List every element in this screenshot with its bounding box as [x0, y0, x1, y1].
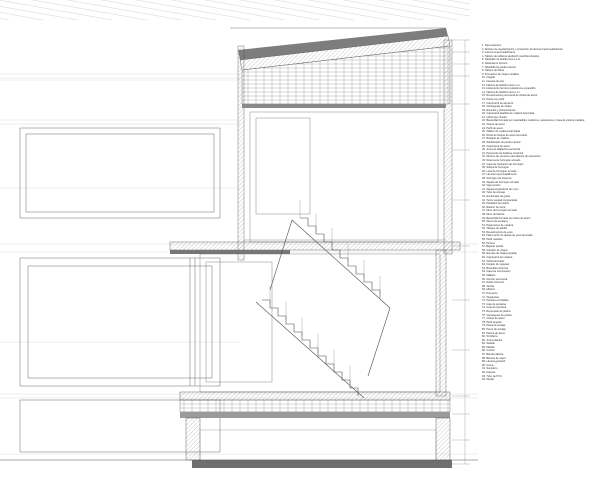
legend-item: 76. Vierteaguas de piedra: [482, 313, 512, 317]
legend-item: 36. Losa de hormigón armado: [482, 169, 517, 173]
legend-item: 64. Capa de compresión: [482, 270, 511, 274]
legend-item: 37. Lámina impermeabilizante: [482, 173, 517, 177]
legend-item: 62. Forjado de viguetas: [482, 263, 510, 267]
legend-item: 78. Perfil angular: [482, 320, 502, 324]
upper-room: [244, 112, 446, 242]
legend-item: 60. Carpintería de madera: [482, 256, 513, 260]
legend-item: 44. Tierra vegetal compactada: [482, 198, 517, 202]
legend-item: 7. Albardilla de piedra natural: [482, 65, 516, 69]
legend-item: 19. Enlucido y pintura blanca: [482, 108, 516, 112]
legend-item: 10. Forjado: [482, 76, 496, 80]
legend-item: 28. Peldañeado de piedra natural: [482, 141, 521, 145]
legend-item: 41. Zapata longitudinal de muro: [482, 187, 519, 191]
legend-item: 82. Tornillería: [482, 335, 498, 339]
attic-roof-section: [230, 28, 452, 260]
legend-item: 54. Falso techo de placas de yeso laminado: [482, 234, 533, 238]
legend-item: 49. Barandilla formada por tubos de acero: [482, 216, 531, 220]
lower-room: [200, 250, 446, 396]
legend-item: 5. Tabiquillo de ladrillo hueco L.H.: [482, 58, 521, 62]
legend-item: 18. Vierteaguas de chapa: [482, 105, 512, 109]
legend-item: 88. Barrera de vapor: [482, 356, 506, 360]
legend-item: 94. Zócalo: [482, 378, 495, 382]
legend-item: 74. Guía de persiana: [482, 306, 507, 310]
legend-item: 72. Persiana enrollable: [482, 299, 509, 303]
legend-item: 55. Perfil metálico: [482, 238, 503, 242]
legend-item: 30. Junta de dilatación perimetral: [482, 148, 521, 152]
foundation: [186, 418, 452, 468]
legend-item: 43. Encachado de grava: [482, 194, 511, 198]
legend-item: 46. Relleno de tierra: [482, 205, 506, 209]
legend-item: 9. Formación de chapa metálica: [482, 72, 519, 76]
legend-item: 67. Dintel cerámico: [482, 281, 505, 285]
legend-item: 33. Sistema de hormigón armado: [482, 159, 521, 162]
legend-item: 48. Muro de fábrica: [482, 212, 505, 216]
ground-floor-slab: [180, 392, 450, 418]
legend-item: 38. Hormigón de limpieza: [482, 176, 512, 180]
legend-item: 75. Recercado de piedra: [482, 309, 511, 313]
legend-item: 77. Chapa de acero: [482, 317, 505, 321]
roof-tiles-background: [0, 0, 470, 20]
legend-item: 90. Grava: [482, 363, 494, 367]
legend-item: 63. Bovedilla cerámica: [482, 266, 509, 270]
legend-item: 89. Lámina geotextil: [482, 360, 506, 364]
legend-item: 21. Vidrio tipo climalit: [482, 115, 507, 119]
legend-item: 14. Fábrica de ladrillo hueco L.H.: [482, 90, 521, 94]
legend-item: 11. Cámara de aire: [482, 79, 505, 83]
legend-item: 26. Dintel de bloque de acero laminado: [482, 133, 528, 137]
legend-item: 47. Muro de hormigón armado: [482, 209, 517, 213]
legend-item: 79. Placa de anclaje: [482, 324, 506, 328]
legend-item: 6. Aislamiento térmico: [482, 61, 508, 65]
legend-item: 70. Premarco: [482, 291, 498, 295]
legend-item: 8. Tablero de fibras: [482, 69, 505, 73]
legend-list: [482, 44, 598, 382]
legend-item: 69. Alféizar: [482, 288, 495, 292]
legend-item: 81. Pletina de acero: [482, 331, 506, 335]
legend-item: 24. Perfil de acero: [482, 126, 504, 130]
legend-item: 57. Bajante pluvial: [482, 245, 504, 249]
legend-item: 92. Arqueta: [482, 371, 496, 375]
legend-item: 42. Tubo de drenaje: [482, 191, 506, 195]
legend-item: 2. Mortero de regularización y protección de lámina impermeabilizante: [482, 47, 563, 51]
materials-legend: [482, 44, 598, 484]
legend-item: 40. Viga zuncho: [482, 184, 501, 188]
legend-item: 85. Masilla: [482, 345, 495, 349]
legend-item: 1. Teja cerámica: [482, 44, 501, 47]
legend-item: 84. Sellado: [482, 342, 495, 346]
legend-item: 59. Remate de chapa plegada: [482, 252, 517, 256]
legend-item: 23. Tirante de acero: [482, 123, 506, 127]
legend-item: 29. Carpintería de acero: [482, 144, 510, 148]
legend-item: 22. Barandilla formada por cuadradillos metálicos, pasamanos y basa de pletina metálica: [482, 119, 585, 123]
legend-item: 13. Aislamiento térmico poliestireno expandido: [482, 87, 536, 91]
legend-item: 12. Fábrica de ladrillo hueco L.H.: [482, 83, 521, 87]
legend-item: 35. Solera de hormigón: [482, 166, 509, 170]
stair-balustrade: [270, 200, 380, 384]
legend-item: 20. Carpintería abatible de madera barnizada: [482, 112, 535, 116]
legend-item: 58. Canalón de chapa: [482, 248, 508, 252]
legend-item: 16. Dintel con perfil: [482, 97, 505, 101]
legend-item: 68. Jamba: [482, 284, 495, 288]
legend-item: 91. Sumidero: [482, 367, 498, 371]
legend-item: 53. Revestimiento de yeso: [482, 230, 513, 234]
legend-item: 34. Capa de nivelación de hormigón: [482, 162, 524, 166]
legend-item: 87. Banda elástica: [482, 353, 504, 357]
legend-item: 4. Tablero de tableros sándwich machihembrados: [482, 54, 540, 58]
legend-item: 27. Rodapié de madera: [482, 137, 510, 141]
legend-item: 45. Peldaños de piedra: [482, 202, 509, 206]
legend-item: 51. Pasamanos de madera: [482, 223, 514, 227]
legend-item: 17. Carpintería de aluminio: [482, 101, 514, 105]
legend-item: 52. Tabique de ladrillo: [482, 227, 508, 231]
legend-item: 71. Tapajuntas: [482, 295, 499, 299]
legend-item: 66. Zuncho perimetral: [482, 277, 508, 281]
legend-item: 39. Zapata de hormigón armado: [482, 180, 520, 184]
legend-item: 56. Pintura: [482, 241, 495, 245]
legend-item: 32. Mortero de cemento para fijación de pavimento: [482, 155, 541, 159]
legend-item: 25. Tablero de madera barnizada: [482, 130, 521, 134]
legend-item: 93. Tubo de PVC: [482, 374, 502, 378]
legend-item: 31. Pavimento de baldosa cerámica: [482, 151, 524, 155]
legend-item: 65. Mallazo: [482, 274, 496, 277]
legend-item: 61. Vidrio laminado: [482, 259, 505, 263]
legend-item: 86. Cordón: [482, 349, 495, 353]
legend-item: 73. Caja de persiana: [482, 302, 506, 306]
legend-item: 83. Junta elástica: [482, 338, 503, 342]
legend-item: 15. Revestimiento perimetral de chapa de acero: [482, 94, 538, 98]
legend-item: 80. Perno de anclaje: [482, 327, 506, 331]
legend-item: 3. Lámina impermeabilizante: [482, 51, 516, 55]
legend-item: 50. Zanca de escalera: [482, 220, 508, 224]
